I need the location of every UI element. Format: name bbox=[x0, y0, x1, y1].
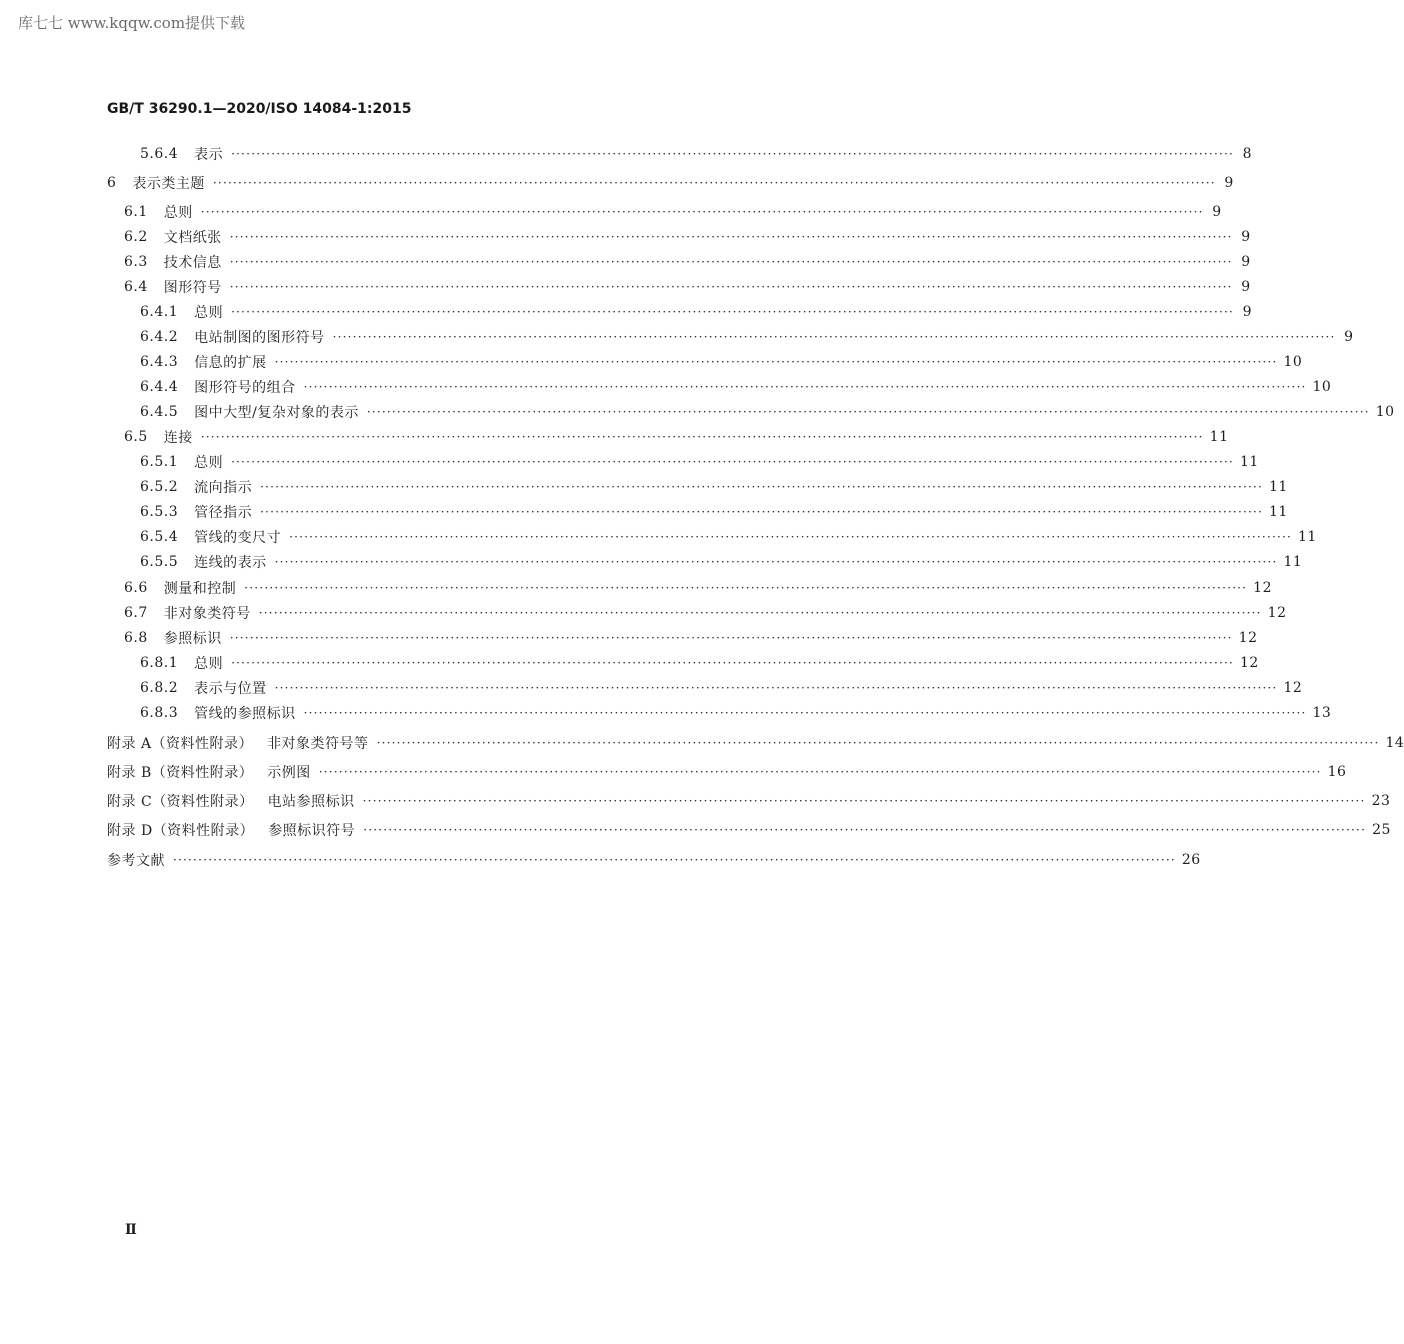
toc-page: 12 bbox=[1283, 680, 1303, 696]
toc-entry[interactable] bbox=[0, 252, 1251, 272]
toc-page: 10 bbox=[1375, 404, 1395, 420]
toc-title: 总则 bbox=[194, 305, 224, 321]
toc-leader: ········································································································································································································ bbox=[229, 631, 1233, 645]
toc-entry[interactable] bbox=[0, 527, 1317, 547]
toc-number: 6.7 bbox=[124, 605, 148, 621]
toc-number: 6.5.4 bbox=[140, 529, 179, 545]
toc-entry[interactable] bbox=[0, 653, 1259, 673]
toc-title: 参照标识 bbox=[163, 631, 222, 647]
toc-page: 9 bbox=[1241, 254, 1251, 270]
toc-appendix-b[interactable] bbox=[0, 762, 1347, 782]
toc-number: 6.4.1 bbox=[140, 304, 179, 320]
toc-page: 13 bbox=[1312, 705, 1332, 721]
toc-page: 10 bbox=[1283, 354, 1303, 370]
toc-number: 附录 D（资料性附录） bbox=[107, 823, 255, 839]
toc-page: 11 bbox=[1269, 504, 1288, 520]
toc-page: 25 bbox=[1372, 822, 1391, 838]
toc-entry[interactable] bbox=[0, 227, 1251, 247]
toc-title: 总则 bbox=[194, 455, 224, 471]
toc-page: 8 bbox=[1242, 146, 1253, 162]
toc-number: 6.5.3 bbox=[140, 504, 179, 520]
toc-title: 参考文献 bbox=[107, 853, 165, 869]
toc-entry[interactable] bbox=[0, 603, 1287, 623]
toc-entry[interactable] bbox=[0, 552, 1303, 572]
toc-number: 6.8 bbox=[124, 630, 148, 646]
toc-leader: ········································································································································································································ bbox=[231, 656, 1235, 670]
toc-title: 非对象类符号 bbox=[163, 606, 251, 622]
toc-entry[interactable] bbox=[0, 377, 1332, 397]
toc-title: 总则 bbox=[163, 205, 193, 221]
toc-leader: ········································································································································································································ bbox=[200, 205, 1204, 219]
toc-entry[interactable] bbox=[0, 402, 1395, 422]
toc-number: 6.1 bbox=[124, 204, 148, 220]
toc-appendix-d[interactable] bbox=[0, 820, 1391, 840]
toc-leader: ········································································································································································································ bbox=[173, 853, 1176, 867]
toc-page: 23 bbox=[1371, 793, 1391, 809]
toc-title: 电站制图的图形符号 bbox=[194, 330, 325, 346]
toc-leader: ········································································································································································································ bbox=[231, 305, 1235, 319]
toc-number: 6.5.5 bbox=[140, 554, 179, 570]
toc-leader: ········································································································································································································ bbox=[289, 530, 1293, 544]
toc-title: 示例图 bbox=[267, 765, 311, 781]
toc-page: 11 bbox=[1298, 529, 1317, 545]
toc-title: 连线的表示 bbox=[194, 555, 267, 571]
toc-page: 9 bbox=[1344, 329, 1354, 345]
toc-page: 16 bbox=[1327, 764, 1347, 780]
toc-appendix-a[interactable] bbox=[0, 733, 1404, 753]
toc-page: 9 bbox=[1224, 175, 1234, 191]
toc-title: 技术信息 bbox=[163, 255, 222, 271]
toc-leader: ········································································································································································································ bbox=[260, 480, 1264, 494]
toc-number: 附录 C（资料性附录） bbox=[107, 794, 254, 810]
toc-leader: ········································································································································································································ bbox=[229, 280, 1233, 294]
toc-number: 5.6.4 bbox=[140, 146, 179, 162]
toc-number: 6 bbox=[107, 175, 117, 191]
toc-appendix-c[interactable] bbox=[0, 791, 1391, 811]
toc-title: 表示与位置 bbox=[194, 681, 267, 697]
toc-leader: ········································································································································································································ bbox=[200, 430, 1204, 444]
toc-leader: ········································································································································································································ bbox=[376, 736, 1380, 750]
toc-title: 图形符号 bbox=[163, 280, 222, 296]
toc-title: 连接 bbox=[163, 430, 193, 446]
toc-leader: ········································································································································································································ bbox=[274, 681, 1278, 695]
toc-page: 11 bbox=[1283, 554, 1303, 570]
toc-title: 管径指示 bbox=[194, 505, 253, 521]
toc-number: 6.4.5 bbox=[140, 404, 179, 420]
toc-entry[interactable] bbox=[0, 277, 1251, 297]
toc-page: 12 bbox=[1267, 605, 1287, 621]
toc-leader: ········································································································································································································ bbox=[362, 794, 1366, 808]
toc-page: 11 bbox=[1240, 454, 1259, 470]
toc-title: 总则 bbox=[194, 656, 224, 672]
toc-leader: ········································································································································································································ bbox=[231, 147, 1235, 161]
watermark: 库七七 www.kqqw.com提供下载 bbox=[18, 14, 246, 32]
toc-entry[interactable] bbox=[0, 578, 1272, 598]
toc-leader: ········································································································································································································ bbox=[303, 380, 1307, 394]
toc-title: 管线的参照标识 bbox=[194, 706, 296, 722]
toc-references[interactable] bbox=[0, 850, 1201, 870]
toc-leader: ········································································································································································································ bbox=[260, 505, 1264, 519]
toc-entry[interactable] bbox=[0, 502, 1288, 522]
toc-entry[interactable] bbox=[0, 703, 1332, 723]
toc-title: 图中大型/复杂对象的表示 bbox=[194, 405, 359, 421]
toc-number: 6.5.2 bbox=[140, 479, 179, 495]
toc-page: 12 bbox=[1240, 655, 1259, 671]
toc-number: 6.8.1 bbox=[140, 655, 179, 671]
toc-number: 6.4.4 bbox=[140, 379, 179, 395]
toc-leader: ········································································································································································································ bbox=[363, 823, 1367, 837]
toc-page: 26 bbox=[1181, 852, 1201, 868]
toc-page: 10 bbox=[1312, 379, 1332, 395]
toc-title: 信息的扩展 bbox=[194, 355, 267, 371]
page-numeral: Ⅱ bbox=[125, 1222, 137, 1238]
toc-entry[interactable] bbox=[0, 173, 1234, 193]
toc-title: 电站参照标识 bbox=[267, 794, 355, 810]
toc-page: 12 bbox=[1238, 630, 1258, 646]
toc-page: 11 bbox=[1269, 479, 1288, 495]
toc-number: 6.8.3 bbox=[140, 705, 179, 721]
toc-number: 6.6 bbox=[124, 580, 148, 596]
toc-entry[interactable] bbox=[0, 452, 1259, 472]
toc-number: 6.4.3 bbox=[140, 354, 179, 370]
toc-leader: ········································································································································································································ bbox=[258, 606, 1262, 620]
toc-leader: ········································································································································································································ bbox=[229, 255, 1233, 269]
toc-number: 6.5 bbox=[124, 429, 148, 445]
toc-leader: ········································································································································································································ bbox=[229, 230, 1233, 244]
toc-number: 6.4.2 bbox=[140, 329, 179, 345]
toc-page: 14 bbox=[1385, 735, 1404, 751]
toc-entry[interactable] bbox=[0, 327, 1354, 347]
toc-number: 6.8.2 bbox=[140, 680, 179, 696]
toc-leader: ········································································································································································································ bbox=[366, 405, 1370, 419]
toc-entry[interactable] bbox=[0, 352, 1303, 372]
toc-title: 参照标识符号 bbox=[268, 823, 356, 839]
toc-number: 附录 A（资料性附录） bbox=[107, 736, 254, 752]
toc-entry[interactable] bbox=[0, 144, 1253, 164]
toc-number: 6.4 bbox=[124, 279, 148, 295]
toc-number: 6.3 bbox=[124, 254, 148, 270]
toc-leader: ········································································································································································································ bbox=[274, 555, 1278, 569]
toc-leader: ········································································································································································································ bbox=[318, 765, 1322, 779]
toc-entry[interactable] bbox=[0, 477, 1288, 497]
toc-leader: ········································································································································································································ bbox=[274, 355, 1278, 369]
toc-leader: ········································································································································································································ bbox=[303, 706, 1307, 720]
toc-leader: ········································································································································································································ bbox=[212, 176, 1216, 190]
toc-entry[interactable] bbox=[0, 628, 1258, 648]
toc-page: 9 bbox=[1241, 279, 1251, 295]
toc-title: 图形符号的组合 bbox=[194, 380, 296, 396]
toc-number: 6.2 bbox=[124, 229, 148, 245]
toc-title: 表示类主题 bbox=[132, 176, 205, 192]
toc-title: 表示 bbox=[194, 147, 224, 163]
toc-number: 附录 B（资料性附录） bbox=[107, 765, 254, 781]
toc-page: 9 bbox=[1242, 304, 1253, 320]
toc-entry[interactable] bbox=[0, 678, 1303, 698]
toc-leader: ········································································································································································································ bbox=[332, 330, 1336, 344]
toc-title: 非对象类符号等 bbox=[267, 736, 369, 752]
toc-number: 6.5.1 bbox=[140, 454, 179, 470]
toc-leader: ········································································································································································································ bbox=[231, 455, 1235, 469]
toc-page: 11 bbox=[1209, 429, 1229, 445]
toc-page: 9 bbox=[1241, 229, 1251, 245]
toc-leader: ········································································································································································································ bbox=[244, 581, 1248, 595]
toc-entry[interactable] bbox=[0, 427, 1229, 447]
standard-number-header: GB/T 36290.1—2020/ISO 14084-1:2015 bbox=[107, 101, 412, 117]
toc-title: 文档纸张 bbox=[163, 230, 222, 246]
toc-page: 9 bbox=[1212, 204, 1222, 220]
toc-page: 12 bbox=[1253, 580, 1272, 596]
toc-title: 测量和控制 bbox=[163, 581, 237, 597]
toc-entry[interactable] bbox=[0, 302, 1253, 322]
toc-title: 流向指示 bbox=[194, 480, 253, 496]
toc-entry[interactable] bbox=[0, 202, 1222, 222]
toc-title: 管线的变尺寸 bbox=[194, 530, 282, 546]
